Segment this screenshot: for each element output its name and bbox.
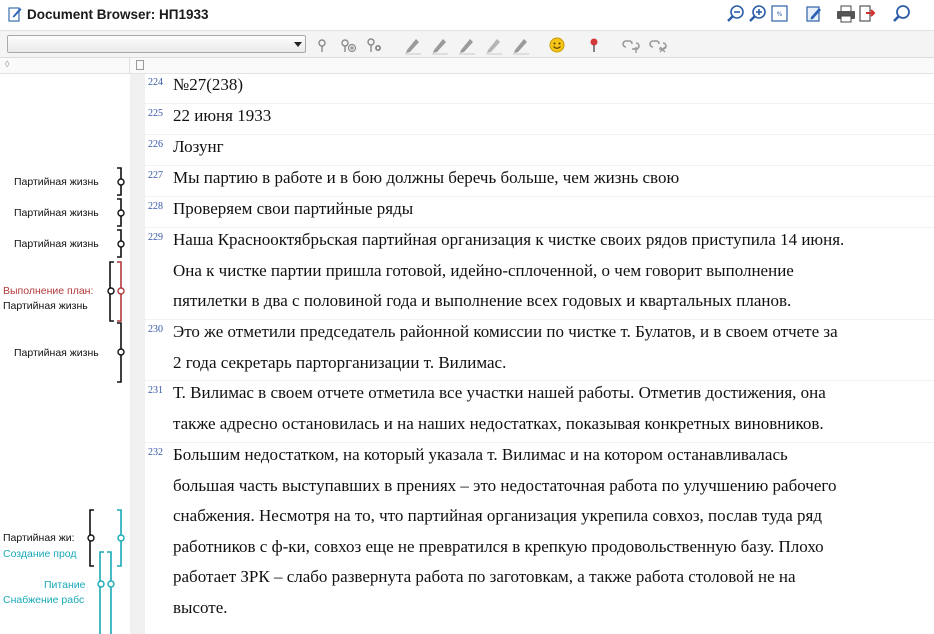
paragraph-text: 22 июня 1933: [173, 106, 272, 125]
code-label[interactable]: Питание: [44, 579, 86, 591]
code-bracket-node[interactable]: [118, 535, 124, 541]
edit-icon[interactable]: [803, 3, 825, 25]
code-label[interactable]: Партийная жизнь: [14, 238, 99, 250]
search-icon[interactable]: [891, 3, 913, 25]
paragraph-number: 228: [148, 201, 163, 212]
paragraph-number: 225: [148, 108, 163, 119]
paragraph-number: 227: [148, 170, 163, 181]
code-bracket-node[interactable]: [98, 581, 104, 587]
paragraph-text: №27(238): [173, 75, 244, 94]
paragraph-text: Это же отметили председатель районной комиссии по чистке т. Булатов, и в своем отчете за 2 года секретарь парторганизации т. Вилимас.: [173, 322, 838, 372]
code-bracket-node[interactable]: [118, 349, 124, 355]
code-label[interactable]: Партийная жизнь: [14, 207, 99, 219]
paragraph-text: Т. Вилимас в своем отчете отметила все участки нашей работы. Отметив достижения, она также адресно остановилась и на наших недостатках, показывая конкретных виновников.: [173, 383, 826, 433]
paragraph-number: 226: [148, 139, 163, 150]
code-bracket[interactable]: [100, 552, 104, 634]
paragraph-number: 224: [148, 77, 163, 88]
paragraph-text: Наша Краснооктябрьская партийная организация к чистке своих рядов приступила 14 июня. Она к чистке партии пришла готовой, идейно-сплоченной, о чем говорит выполнение пятилетки в два с половиной года и выполнение всех годовых и квартальных планов.: [173, 230, 845, 310]
edit-document-icon: [8, 6, 22, 22]
code-bracket-node[interactable]: [108, 581, 114, 587]
add-link-icon[interactable]: [621, 35, 641, 55]
title-bar: [0, 0, 934, 30]
add-code-icon[interactable]: [338, 35, 358, 55]
code-settings-icon[interactable]: [364, 35, 384, 55]
code-label[interactable]: Партийная жи:: [3, 532, 75, 544]
paragraph-text: Большим недостатком, на который указала т. Вилимас и на котором останавливалась большая часть выступавших в прениях – это недостаточная работа по улучшению рабочего снабжения. Несмотря на то, что партийная организация укрепила совхоз, послав туда ряд работников с ф-ки, совхоз еще не превратился в крепкую продовольственную базу. Плохо работает ЗРК – слабо развернута работа по заготовкам, а также работа столовой не на высоте.: [173, 445, 837, 617]
chevron-down-icon: [294, 42, 302, 47]
highlighter-icon[interactable]: [430, 35, 450, 55]
code-label[interactable]: Партийная жизнь: [14, 176, 99, 188]
code-filter-dropdown[interactable]: [7, 35, 306, 53]
code-brackets: [0, 74, 130, 634]
zoom-in-icon[interactable]: [747, 3, 769, 25]
code-bracket[interactable]: [107, 552, 111, 634]
map-pin-icon[interactable]: [584, 35, 604, 55]
code-bracket-node[interactable]: [118, 241, 124, 247]
paragraph-number: 232: [148, 447, 163, 458]
document-view[interactable]: [145, 74, 934, 634]
zoom-out-icon[interactable]: [725, 3, 747, 25]
print-icon[interactable]: [835, 3, 857, 25]
highlighter-icon[interactable]: [457, 35, 477, 55]
code-column-icon: ◊: [5, 59, 10, 69]
paragraph-text: Проверяем свои партийные ряды: [173, 199, 414, 218]
toolbar: [0, 30, 934, 58]
highlighter-icon[interactable]: [484, 35, 504, 55]
code-bracket-node[interactable]: [108, 288, 114, 294]
code-label[interactable]: Создание прод: [3, 548, 77, 560]
document-column-icon: [136, 60, 144, 70]
paragraph-text: Лозунг: [173, 137, 224, 156]
code-bracket-node[interactable]: [118, 210, 124, 216]
remove-link-icon[interactable]: [648, 35, 668, 55]
code-label[interactable]: Партийная жизнь: [3, 300, 88, 312]
line-number-gutter: [130, 74, 145, 634]
highlighter-icon[interactable]: [511, 35, 531, 55]
window-title: Document Browser: НП1933: [27, 7, 209, 22]
paragraph-text: Мы партию в работе и в бою должны беречь больше, чем жизнь свою: [173, 168, 680, 187]
emoticon-icon[interactable]: [547, 35, 567, 55]
code-icon[interactable]: [312, 35, 332, 55]
svg-text:%: %: [776, 11, 783, 18]
highlighter-icon[interactable]: [403, 35, 423, 55]
code-label[interactable]: Выполнение план:: [3, 285, 94, 297]
column-splitter[interactable]: [129, 58, 130, 74]
code-bracket-node[interactable]: [88, 535, 94, 541]
paragraph-number: 231: [148, 385, 163, 396]
code-label[interactable]: Снабжение рабс: [3, 594, 85, 606]
code-margin: [0, 74, 145, 634]
code-label[interactable]: Партийная жизнь: [14, 347, 99, 359]
code-bracket-node[interactable]: [118, 288, 124, 294]
export-icon[interactable]: [857, 3, 879, 25]
zoom-100-icon[interactable]: [769, 3, 791, 25]
code-bracket-node[interactable]: [118, 179, 124, 185]
paragraph-number: 229: [148, 232, 163, 243]
paragraph-number: 230: [148, 324, 163, 335]
